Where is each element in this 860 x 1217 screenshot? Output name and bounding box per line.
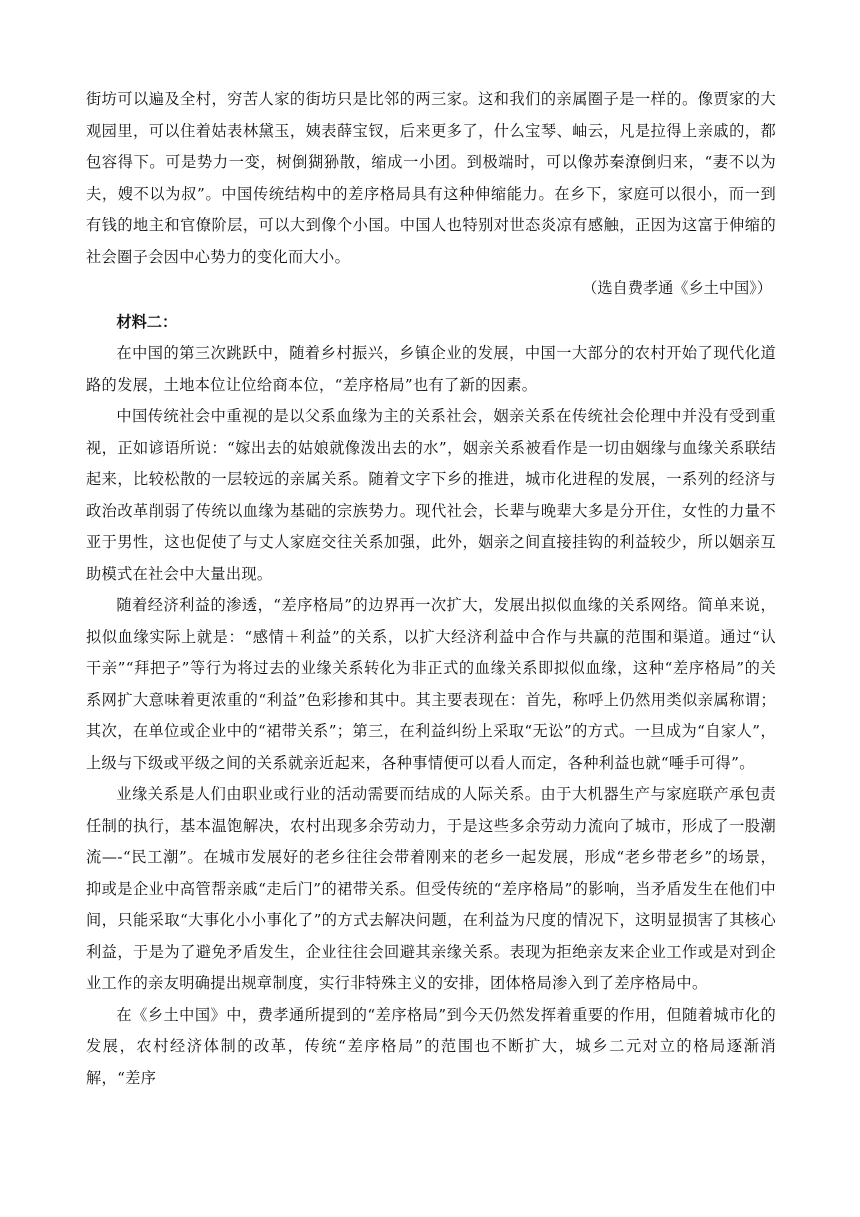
body-paragraph: 在中国的第三次跳跃中，随着乡村振兴，乡镇企业的发展，中国一大部分的农村开始了现代化道路的发展，土地本位让位给商本位，“差序格局”也有了新的因素。 <box>86 344 776 394</box>
body-paragraph: 中国传统社会中重视的是以父系血缘为主的关系社会，姻亲关系在传统社会伦理中并没有受到重视，正如谚语所说：“嫁出去的姑娘就像泼出去的水”，姻亲关系被看作是一切由姻缘与血缘关系联结起来，比较松散的一层较远的亲属关系。随着文字下乡的推进，城市化进程的发展，一系列的经济与政治改革削弱了传统以血缘为基础的宗族势力。现代社会，长辈与晚辈大多是分开住，女性的力量不亚于男性，这也促使了与丈人家庭交往关系加强，此外，姻亲之间直接挂钩的利益较少，所以姻亲互助模式在社会中大量出现。 <box>86 407 776 583</box>
body-paragraph: 业缘关系是人们由职业或行业的活动需要而结成的人际关系。由于大机器生产与家庭联产承包责任制的执行，基本温饱解决，农村出现多余劳动力，于是这些多余劳动力流向了城市，形成了一股潮流—-“民工潮”。在城市发展好的老乡往往会带着刚来的老乡一起发展，形成“老乡带老乡”的场景，抑或是企业中高管帮亲戚“走后门”的裙带关系。但受传统的“差序格局”的影响，当矛盾发生在他们中间，只能采取“大事化小小事化了”的方式去解决问题，在利益为尺度的情况下，这明显损害了其核心利益，于是为了避免矛盾发生，企业往往会回避其亲缘关系。表现为拒绝亲友来企业工作或是对到企业工作的亲友明确提出规章制度，实行非特殊主义的安排，团体格局渗入到了差序格局中。 <box>86 785 776 992</box>
body-paragraph: 随着经济利益的渗透，“差序格局”的边界再一次扩大，发展出拟似血缘的关系网络。简单来说，拟似血缘实际上就是：“感情＋利益”的关系，以扩大经济利益中合作与共赢的范围和渠道。通过“认干亲”“拜把子”等行为将过去的业缘关系转化为非正式的血缘关系即拟似血缘，这种“差序格局”的关系网扩大意味着更浓重的“利益”色彩掺和其中。其主要表现在：首先，称呼上仍然用类似亲属称谓；其次，在单位或企业中的“裙带关系”；第三，在利益纠纷上采取“无讼”的方式。一旦成为“自家人”，上级与下级或平级之间的关系就亲近起来，各种事情便可以看人而定，各种利益也就“唾手可得”。 <box>86 596 776 772</box>
material2-heading: 材料二： <box>116 312 178 331</box>
body-paragraph: 在《乡土中国》中，费孝通所提到的“差序格局”到今天仍然发挥着重要的作用，但随着城市化的发展，农村经济体制的改革，传统“差序格局”的范围也不断扩大，城乡二元对立的格局逐渐消解，“差序 <box>86 1005 776 1087</box>
material1-continuation-paragraph: 街坊可以遍及全村，穷苦人家的街坊只是比邻的两三家。这和我们的亲属圈子是一样的。像贾家的大观园里，可以住着姑表林黛玉，姨表薛宝钗，后来更多了，什么宝琴、岫云，凡是拉得上亲戚的，都包容得下。可是势力一变，树倒猢狲散，缩成一小团。到极端时，可以像苏秦潦倒归来，“妻不以为夫，嫂不以为叔”。中国传统结构中的差序格局具有这种伸缩能力。在乡下，家庭可以很小，而一到有钱的地主和官僚阶层，可以大到像个小国。中国人也特别对世态炎凉有感触，正因为这富于伸缩的社会圈子会因中心势力的变化而大小。 <box>86 90 776 266</box>
source-citation: （选自费孝通《乡土中国》） <box>582 279 772 297</box>
document-page <box>86 84 776 1094</box>
